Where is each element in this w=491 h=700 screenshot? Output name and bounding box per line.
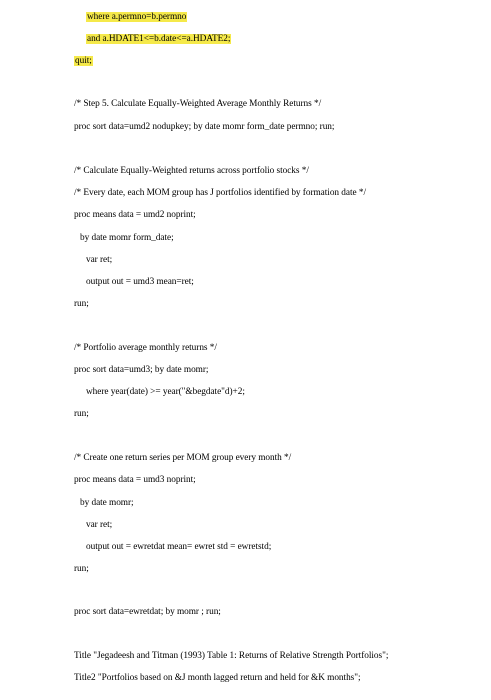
code-line-proc-sort-umd3: proc sort data=umd3; by date momr; [74,365,209,375]
code-line-output-ewretdat: output out = ewretdat mean= ewret std = ewretstd; [86,542,272,552]
code-line-title2: Title2 "Portfolios based on &J month lagged return and held for &K months"; [74,673,361,683]
highlighted-text: and a.HDATE1<=b.date<=a.HDATE2; [87,34,231,44]
highlighted-text: where a.permno=b.permno [87,12,187,22]
code-line-proc-sort-ewretdat: proc sort data=ewretdat; by momr ; run; [74,607,221,617]
code-line-where-year: where year(date) >= year("&begdate"d)+2; [86,387,245,397]
code-line-run: run; [74,299,89,309]
code-line-hdate [86,33,231,45]
code-line-where-permno [86,11,187,23]
comment-step5: /* Step 5. Calculate Equally-Weighted Average Monthly Returns */ [74,99,322,109]
code-line-var-ret: var ret; [86,255,113,265]
code-line-proc-means-umd3: proc means data = umd3 noprint; [74,475,196,485]
comment-portfolio-avg: /* Portfolio average monthly returns */ [74,343,217,353]
code-line-run: run; [74,409,89,419]
code-line-output-umd3: output out = umd3 mean=ret; [86,277,194,287]
code-line-proc-sort-umd2: proc sort data=umd2 nodupkey; by date momr form_date permno; run; [74,122,335,132]
code-line-by-date-form: by date momr form_date; [80,233,174,243]
code-line-run: run; [74,564,89,574]
comment-calc-ew: /* Calculate Equally-Weighted returns across portfolio stocks */ [74,166,309,176]
code-line-quit [74,55,93,67]
comment-create-series: /* Create one return series per MOM group every month */ [74,453,292,463]
code-line-by-date-momr: by date momr; [80,498,134,508]
code-line-var-ret: var ret; [86,520,113,530]
comment-every-date: /* Every date, each MOM group has J portfolios identified by formation date */ [74,188,366,198]
code-line-proc-means-umd2: proc means data = umd2 noprint; [74,210,196,220]
code-line-title: Title "Jegadeesh and Titman (1993) Table 1: Returns of Relative Strength Portfolios"; [74,651,389,661]
highlighted-text: quit; [75,56,92,66]
